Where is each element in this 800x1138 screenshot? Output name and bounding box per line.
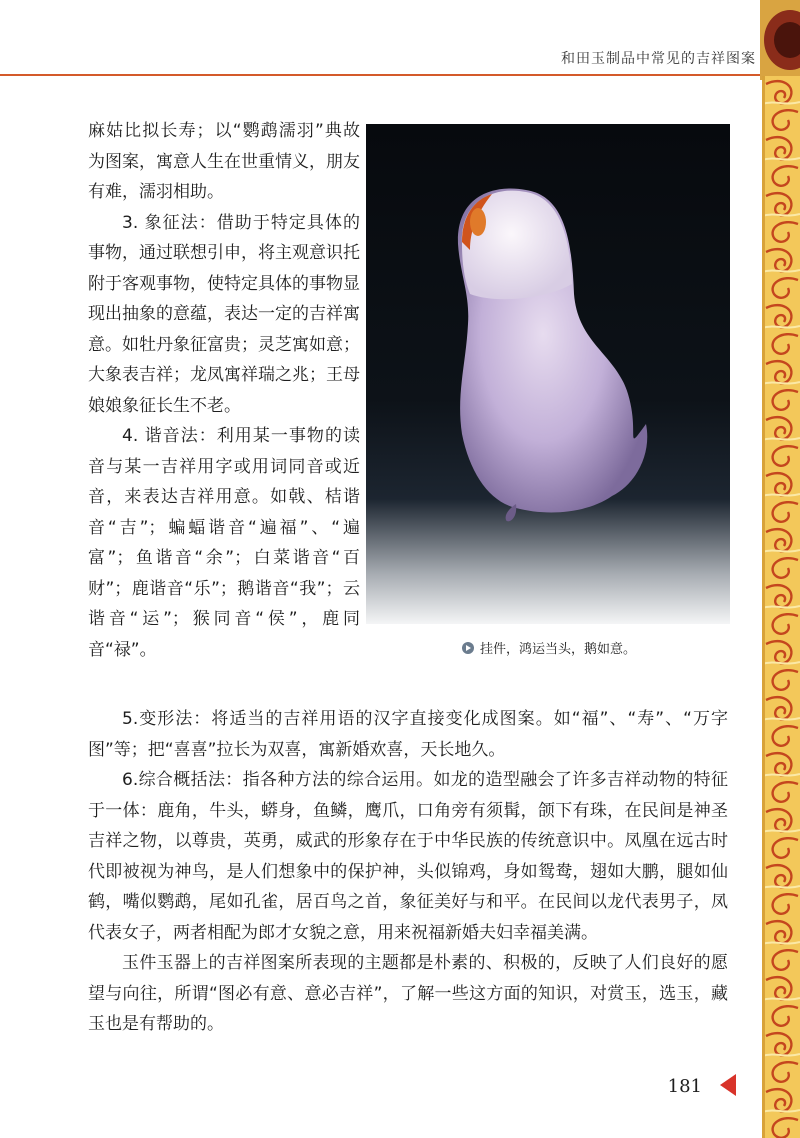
page-number: 181 (667, 1076, 702, 1097)
page-arrow-icon (720, 1074, 736, 1096)
jade-pendant-photo (366, 124, 730, 624)
running-header: 和田玉制品中常见的吉祥图案 (561, 51, 756, 67)
text-column (88, 116, 360, 665)
caption-text: 挂件，鸿运当头，鹅如意。 (480, 642, 637, 657)
header-rule (0, 74, 762, 76)
paragraph-transformation: 5.变形法：将适当的吉祥用语的汉字直接变化成图案。如“福”、“寿”、“万字图”等；把“喜喜”拉长为双喜，寓新婚欢喜，天长地久。 (88, 709, 728, 760)
jade-pendant-illustration (366, 124, 730, 624)
paragraph-conclusion: 玉件玉器上的吉祥图案所表现的主题都是朴素的、积极的，反映了人们良好的愿望与向往，所谓“图必有意、意必吉祥”，了解一些这方面的知识，对赏玉，选玉，藏玉也是有帮助的。 (88, 953, 728, 1034)
figure-caption (462, 638, 636, 657)
play-bullet-icon (462, 642, 474, 654)
paragraph-symbolism: 3. 象征法：借助于特定具体的事物，通过联想引申，将主观意识托附于客观事物，使特定具体的事物显现出抽象的意蕴，表达一定的吉祥寓意。如牡丹象征富贵；灵芝寓如意；大象表吉祥；龙凤寓祥瑞之兆；王母娘娘象征长生不老。 (88, 212, 360, 416)
decorative-border (762, 76, 800, 1138)
paragraph-continuation: 麻姑比拟长寿；以“鹦鹉濡羽”典故为图案，寓意人生在世重情义，朋友有难，濡羽相助。 (88, 121, 360, 202)
paragraph-homophone: 4. 谐音法：利用某一事物的读音与某一吉祥用字或用词同音或近音，来表达吉祥用意。如戟、桔谐音“吉”；蝙蝠谐音“遍福”、“遍富”；鱼谐音“余”；白菜谐音“百财”；鹿谐音“乐”；鹅谐音“我”；云谐音“运”；猴同音“侯”，鹿同音“禄”。 (88, 426, 360, 660)
paragraph-comprehensive: 6.综合概括法：指各种方法的综合运用。如龙的造型融会了许多吉祥动物的特征于一体：鹿角，牛头，蟒身，鱼鳞，鹰爪，口角旁有须髯，颌下有珠，在民间是神圣吉祥之物，以尊贵，英勇，威武的形象存在于中华民族的传统意识中。凤凰在远古时代即被视为神鸟，是人们想象中的保护神，头似锦鸡，身如鸳鸯，翅如大鹏，腿如仙鹤，嘴似鹦鹉，尾如孔雀，居百鸟之首，象征美好与和平。在民间以龙代表男子，凤代表女子，两者相配为郎才女貌之意，用来祝福新婚夫妇幸福美满。 (88, 770, 728, 943)
text-full-width (88, 704, 728, 1040)
corner-ornament (760, 0, 800, 80)
